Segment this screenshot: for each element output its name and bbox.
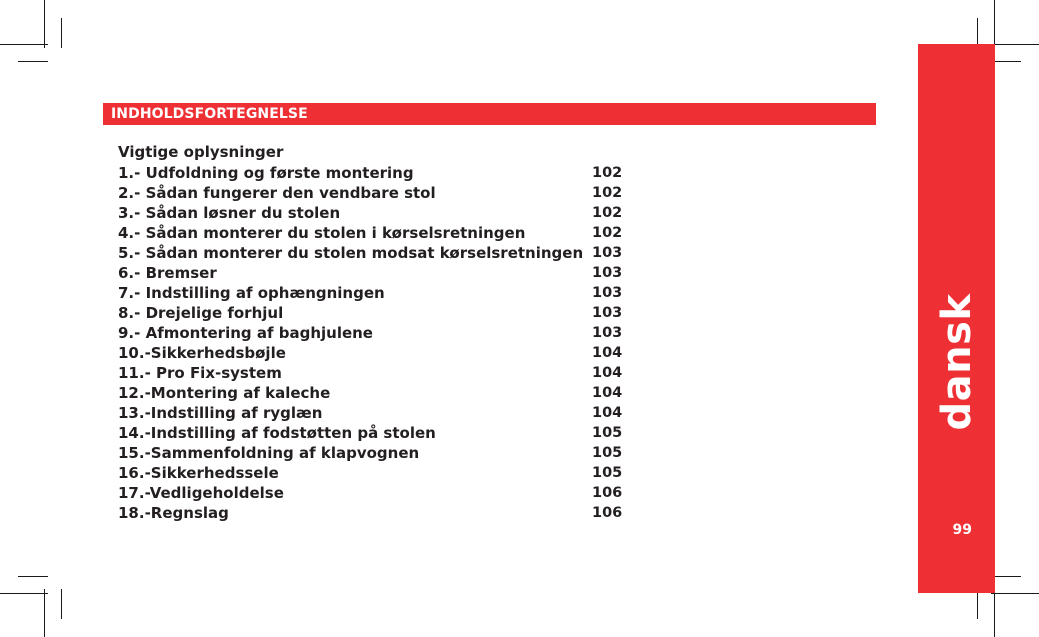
toc-entry[interactable] — [118, 263, 628, 283]
toc-entry[interactable] — [118, 203, 628, 223]
toc-entry-label: 5.- Sådan monterer du stolen modsat kørselsretningen — [118, 244, 584, 262]
toc-entry[interactable] — [118, 303, 628, 323]
toc-entry-page: 102 — [592, 205, 623, 221]
crop-mark — [44, 0, 45, 48]
toc-entry-label: 7.- Indstilling af ophængningen — [118, 284, 385, 302]
crop-mark — [18, 576, 48, 577]
toc-entry-label: 17.-Vedligeholdelse — [118, 484, 284, 502]
toc-entry-label: 2.- Sådan fungerer den vendbare stol — [118, 184, 436, 202]
crop-mark — [991, 61, 1021, 62]
toc-entry-label: 3.- Sådan løsner du stolen — [118, 204, 341, 222]
toc-entry-page: 103 — [592, 245, 623, 261]
toc-entry-label: 4.- Sådan monterer du stolen i kørselsretningen — [118, 224, 526, 242]
toc-entry[interactable] — [118, 343, 628, 363]
toc-entry-label: 14.-Indstilling af fodstøtten på stolen — [118, 424, 436, 442]
toc-entry-label: 15.-Sammenfoldning af klapvognen — [118, 444, 420, 462]
page-number: 99 — [952, 522, 972, 538]
toc-entry[interactable] — [118, 283, 628, 303]
toc-entry[interactable] — [118, 503, 628, 523]
language-side-tab — [918, 44, 995, 593]
crop-mark — [61, 589, 62, 619]
toc-entry-label: 11.- Pro Fix-system — [118, 364, 282, 382]
toc-entry-page: 104 — [592, 405, 623, 421]
toc-entry[interactable] — [118, 383, 628, 403]
page-title: INDHOLDSFORTEGNELSE — [111, 106, 308, 122]
toc-intro: Vigtige oplysninger — [118, 143, 284, 161]
toc-entry[interactable] — [118, 463, 628, 483]
toc-entry-label: 12.-Montering af kaleche — [118, 384, 331, 402]
toc-entry-label: 10.-Sikkerhedsbøjle — [118, 344, 286, 362]
toc-list — [118, 163, 628, 523]
toc-header-bar — [103, 103, 876, 125]
toc-entry-label: 1.- Udfoldning og første montering — [118, 164, 414, 182]
crop-mark — [991, 593, 1039, 594]
crop-mark — [0, 44, 48, 45]
toc-entry[interactable] — [118, 403, 628, 423]
crop-mark — [0, 593, 48, 594]
toc-entry-label: 16.-Sikkerhedssele — [118, 464, 279, 482]
toc-entry-page: 103 — [592, 265, 623, 281]
toc-entry-label: 13.-Indstilling af ryglæn — [118, 404, 323, 422]
toc-entry-label: 18.-Regnslag — [118, 504, 229, 522]
toc-entry-page: 103 — [592, 325, 623, 341]
toc-entry-page: 106 — [592, 505, 623, 521]
toc-entry[interactable] — [118, 363, 628, 383]
crop-mark — [994, 589, 995, 637]
toc-entry[interactable] — [118, 423, 628, 443]
crop-mark — [977, 589, 978, 619]
toc-entry-page: 102 — [592, 185, 623, 201]
toc-entry-page: 102 — [592, 225, 623, 241]
toc-entry-page: 104 — [592, 345, 623, 361]
crop-mark — [18, 61, 48, 62]
toc-entry[interactable] — [118, 223, 628, 243]
toc-entry-label: 9.- Afmontering af baghjulene — [118, 324, 373, 342]
toc-entry[interactable] — [118, 323, 628, 343]
crop-mark — [44, 589, 45, 637]
toc-entry-page: 103 — [592, 305, 623, 321]
toc-entry-page: 105 — [592, 445, 623, 461]
toc-entry-page: 103 — [592, 285, 623, 301]
toc-entry-page: 104 — [592, 385, 623, 401]
toc-entry[interactable] — [118, 183, 628, 203]
crop-mark — [61, 18, 62, 48]
toc-entry[interactable] — [118, 443, 628, 463]
crop-mark — [994, 0, 995, 48]
toc-entry-page: 105 — [592, 465, 623, 481]
toc-entry-page: 102 — [592, 165, 623, 181]
toc-entry[interactable] — [118, 483, 628, 503]
toc-entry-label: 6.- Bremser — [118, 264, 217, 282]
language-label: dansk — [934, 293, 980, 431]
crop-mark — [991, 44, 1039, 45]
toc-entry-label: 8.- Drejelige forhjul — [118, 304, 284, 322]
toc-entry-page: 105 — [592, 425, 623, 441]
toc-entry[interactable] — [118, 163, 628, 183]
crop-mark — [991, 576, 1021, 577]
toc-entry-page: 104 — [592, 365, 623, 381]
toc-entry[interactable] — [118, 243, 628, 263]
toc-entry-page: 106 — [592, 485, 623, 501]
